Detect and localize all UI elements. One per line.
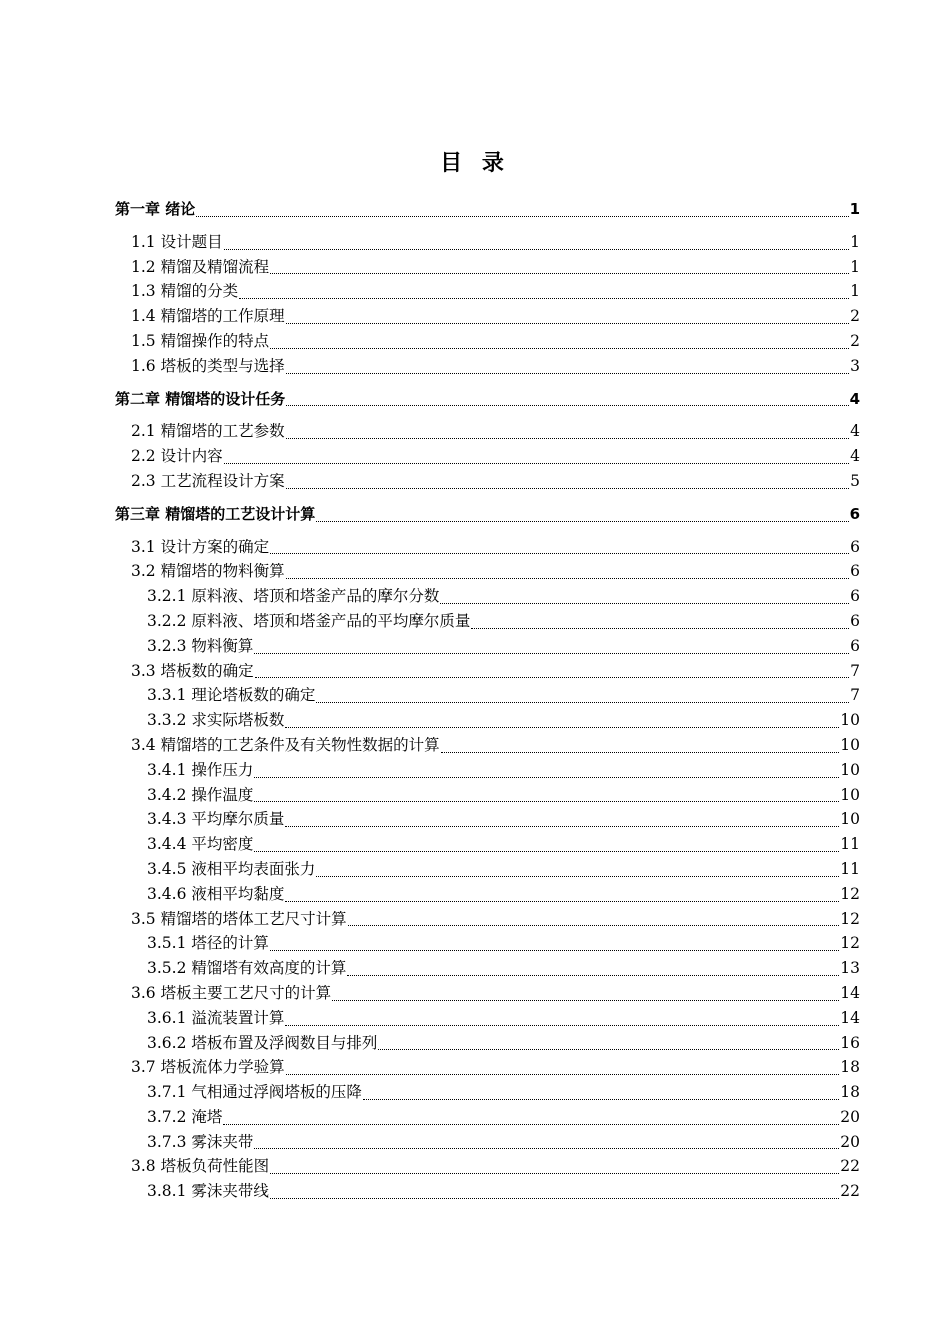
toc-subsection-entry[interactable] [115, 882, 860, 907]
toc-section-entry[interactable] [115, 559, 860, 584]
toc-page-number: 18 [840, 1058, 860, 1077]
toc-entry-label: 3.5 精馏塔的塔体工艺尺寸计算 [131, 909, 347, 928]
toc-dot-leader [285, 826, 839, 827]
toc-entry-label: 3.3.1 理论塔板数的确定 [147, 686, 316, 705]
toc-subsection-entry[interactable] [115, 584, 860, 609]
toc-page-number: 1 [850, 282, 860, 301]
toc-section-entry[interactable] [115, 354, 860, 379]
toc-entry-label: 3.4.1 操作压力 [147, 760, 254, 779]
toc-section-entry[interactable] [115, 907, 860, 932]
page-title: 目 录 [440, 151, 510, 176]
toc-entry-label: 1.3 精馏的分类 [131, 282, 239, 301]
toc-subsection-entry[interactable] [115, 956, 860, 981]
toc-dot-leader [254, 1148, 839, 1149]
toc-entry-label: 3.2.3 物料衡算 [147, 636, 254, 655]
table-of-contents [115, 197, 860, 1204]
toc-entry-label: 3.4 精馏塔的工艺条件及有关物性数据的计算 [131, 735, 440, 754]
toc-entry-label: 1.4 精馏塔的工作原理 [131, 307, 285, 326]
toc-dot-leader [332, 1000, 839, 1001]
toc-entry-label: 3.3 塔板数的确定 [131, 661, 254, 680]
toc-dot-leader [254, 653, 849, 654]
toc-entry-label: 3.5.2 精馏塔有效高度的计算 [147, 959, 347, 978]
toc-dot-leader [378, 1049, 839, 1050]
toc-dot-leader [316, 521, 848, 522]
toc-section-entry[interactable] [115, 981, 860, 1006]
toc-dot-leader [286, 578, 850, 579]
toc-page-number: 4 [849, 389, 860, 408]
toc-dot-leader [224, 249, 850, 250]
toc-page-number: 20 [840, 1107, 860, 1126]
toc-page-number: 12 [840, 884, 860, 903]
toc-subsection-entry[interactable] [115, 783, 860, 808]
toc-section-entry[interactable] [115, 419, 860, 444]
toc-section-entry[interactable] [115, 1154, 860, 1179]
toc-dot-leader [285, 1025, 839, 1026]
toc-subsection-entry[interactable] [115, 1080, 860, 1105]
toc-entry-label: 3.3.2 求实际塔板数 [147, 711, 285, 730]
toc-page-number: 1 [850, 257, 860, 276]
toc-subsection-entry[interactable] [115, 832, 860, 857]
toc-entry-label: 2.1 精馏塔的工艺参数 [131, 422, 285, 441]
toc-entry-label: 第一章 绪论 [115, 200, 196, 218]
toc-entry-label: 1.6 塔板的类型与选择 [131, 356, 285, 375]
toc-dot-leader [270, 1173, 839, 1174]
toc-dot-leader [254, 851, 839, 852]
toc-entry-label: 3.1 设计方案的确定 [131, 537, 270, 556]
toc-entry-label: 1.2 精馏及精馏流程 [131, 257, 270, 276]
toc-page-number: 10 [840, 810, 860, 829]
toc-subsection-entry[interactable] [115, 634, 860, 659]
toc-entry-label: 3.4.3 平均摩尔质量 [147, 810, 285, 829]
toc-page-number: 14 [840, 1008, 860, 1027]
toc-subsection-entry[interactable] [115, 931, 860, 956]
toc-page-number: 14 [840, 983, 860, 1002]
toc-section-entry[interactable] [115, 535, 860, 560]
toc-subsection-entry[interactable] [115, 609, 860, 634]
toc-dot-leader [285, 727, 839, 728]
toc-page-number: 3 [850, 356, 860, 375]
toc-subsection-entry[interactable] [115, 1105, 860, 1130]
toc-section-entry[interactable] [115, 255, 860, 280]
toc-dot-leader [316, 876, 839, 877]
toc-page-number: 6 [849, 504, 860, 523]
toc-page-number: 1 [850, 232, 860, 251]
toc-section-entry[interactable] [115, 733, 860, 758]
toc-chapter-entry[interactable] [115, 387, 860, 412]
toc-page-number: 7 [850, 686, 860, 705]
toc-entry-label: 3.6 塔板主要工艺尺寸的计算 [131, 983, 332, 1002]
toc-dot-leader [270, 553, 849, 554]
toc-dot-leader [286, 1074, 840, 1075]
toc-dot-leader [316, 702, 849, 703]
toc-page-number: 1 [849, 200, 860, 218]
toc-dot-leader [270, 348, 849, 349]
toc-entry-label: 3.7.2 淹塔 [147, 1107, 223, 1126]
toc-dot-leader [239, 298, 849, 299]
toc-page-number: 22 [840, 1182, 860, 1201]
toc-dot-leader [348, 925, 840, 926]
toc-dot-leader [286, 323, 850, 324]
toc-section-entry[interactable] [115, 1055, 860, 1080]
toc-entry-label: 3.4.5 液相平均表面张力 [147, 859, 316, 878]
toc-entry-label: 2.3 工艺流程设计方案 [131, 471, 285, 490]
toc-page-number: 13 [840, 959, 860, 978]
toc-dot-leader [285, 901, 839, 902]
toc-entry-label: 3.6.2 塔板布置及浮阀数目与排列 [147, 1033, 378, 1052]
toc-page-number: 2 [850, 307, 860, 326]
toc-entry-label: 第二章 精馏塔的设计任务 [115, 389, 286, 408]
toc-dot-leader [471, 628, 849, 629]
toc-subsection-entry[interactable] [115, 1031, 860, 1056]
toc-section-entry[interactable] [115, 329, 860, 354]
toc-dot-leader [347, 975, 839, 976]
toc-dot-leader [286, 438, 850, 439]
toc-section-entry[interactable] [115, 304, 860, 329]
toc-page-number: 12 [840, 934, 860, 953]
toc-dot-leader [254, 801, 839, 802]
toc-page-number: 20 [840, 1132, 860, 1151]
toc-dot-leader [223, 1124, 839, 1125]
toc-chapter-entry[interactable] [115, 502, 860, 527]
toc-dot-leader [255, 677, 850, 678]
toc-dot-leader [363, 1099, 839, 1100]
toc-entry-label: 3.8 塔板负荷性能图 [131, 1157, 270, 1176]
toc-page-number: 6 [850, 587, 860, 606]
toc-dot-leader [270, 1198, 839, 1199]
toc-entry-label: 3.4.6 液相平均黏度 [147, 884, 285, 903]
toc-page-number: 6 [850, 562, 860, 581]
toc-entry-label: 3.2.1 原料液、塔顶和塔釜产品的摩尔分数 [147, 587, 440, 606]
toc-entry-label: 3.2.2 原料液、塔顶和塔釜产品的平均摩尔质量 [147, 611, 471, 630]
toc-page-number: 11 [840, 835, 860, 854]
toc-section-entry[interactable] [115, 230, 860, 255]
toc-entry-label: 3.2 精馏塔的物料衡算 [131, 562, 285, 581]
toc-subsection-entry[interactable] [115, 1179, 860, 1204]
toc-subsection-entry[interactable] [115, 1130, 860, 1155]
toc-subsection-entry[interactable] [115, 683, 860, 708]
toc-entry-label: 3.4.4 平均密度 [147, 835, 254, 854]
toc-dot-leader [286, 488, 850, 489]
toc-section-entry[interactable] [115, 659, 860, 684]
toc-dot-leader [254, 777, 839, 778]
toc-entry-label: 1.1 设计题目 [131, 232, 223, 251]
toc-dot-leader [270, 273, 849, 274]
toc-entry-label: 2.2 设计内容 [131, 447, 223, 466]
toc-page-number: 4 [850, 422, 860, 441]
toc-entry-label: 1.5 精馏操作的特点 [131, 331, 270, 350]
toc-section-entry[interactable] [115, 469, 860, 494]
toc-subsection-entry[interactable] [115, 708, 860, 733]
toc-dot-leader [224, 463, 850, 464]
toc-dot-leader [286, 405, 848, 406]
toc-page-number: 4 [850, 447, 860, 466]
toc-page-number: 11 [840, 859, 860, 878]
toc-page-number: 6 [850, 537, 860, 556]
toc-entry-label: 第三章 精馏塔的工艺设计计算 [115, 504, 316, 523]
toc-entry-label: 3.6.1 溢流装置计算 [147, 1008, 285, 1027]
toc-page-number: 10 [840, 785, 860, 804]
toc-dot-leader [286, 373, 850, 374]
toc-dot-leader [196, 216, 848, 217]
toc-page-number: 22 [840, 1157, 860, 1176]
toc-page-number: 10 [840, 735, 860, 754]
toc-entry-label: 3.7.3 雾沫夹带 [147, 1132, 254, 1151]
toc-chapter-entry[interactable] [115, 197, 860, 222]
toc-page-number: 12 [840, 909, 860, 928]
toc-entry-label: 3.7 塔板流体力学验算 [131, 1058, 285, 1077]
toc-page-number: 6 [850, 636, 860, 655]
toc-entry-label: 3.4.2 操作温度 [147, 785, 254, 804]
toc-entry-label: 3.8.1 雾沫夹带线 [147, 1182, 269, 1201]
toc-subsection-entry[interactable] [115, 758, 860, 783]
toc-page-number: 18 [840, 1083, 860, 1102]
toc-dot-leader [270, 950, 839, 951]
toc-page-number: 6 [850, 611, 860, 630]
toc-page-number: 10 [840, 760, 860, 779]
toc-page-number: 10 [840, 711, 860, 730]
toc-dot-leader [440, 603, 849, 604]
toc-subsection-entry[interactable] [115, 807, 860, 832]
toc-section-entry[interactable] [115, 444, 860, 469]
toc-dot-leader [441, 752, 840, 753]
toc-subsection-entry[interactable] [115, 1006, 860, 1031]
toc-page-number: 7 [850, 661, 860, 680]
toc-page-number: 2 [850, 331, 860, 350]
toc-entry-label: 3.5.1 塔径的计算 [147, 934, 269, 953]
toc-section-entry[interactable] [115, 279, 860, 304]
toc-entry-label: 3.7.1 气相通过浮阀塔板的压降 [147, 1083, 362, 1102]
toc-subsection-entry[interactable] [115, 857, 860, 882]
toc-page-number: 5 [850, 471, 860, 490]
toc-page-number: 16 [840, 1033, 860, 1052]
